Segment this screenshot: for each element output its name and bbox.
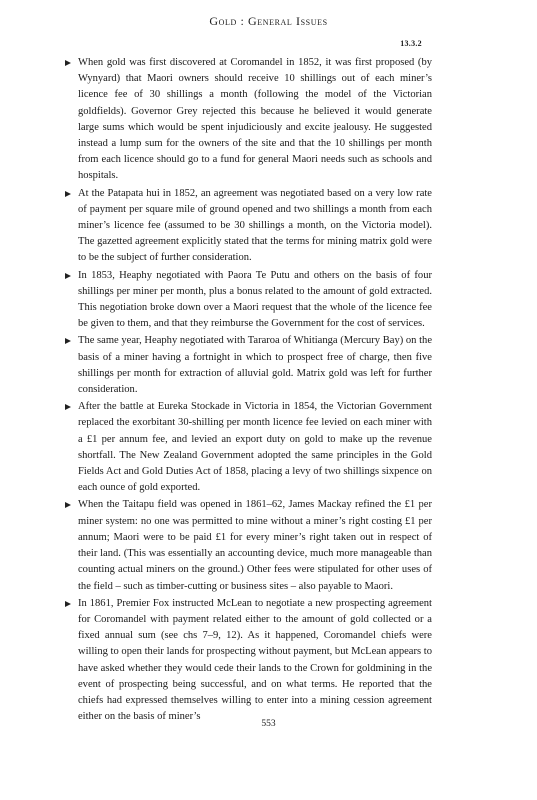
bullet-triangle-icon [65, 273, 71, 279]
bullet-triangle-icon [65, 502, 71, 508]
running-head [0, 14, 537, 29]
bullet-paragraph [78, 399, 432, 496]
bullet-paragraph [78, 268, 432, 333]
running-head-title: Gold : General Issues [209, 14, 328, 28]
bullet-paragraph [78, 55, 432, 185]
paragraph-text: In 1853, Heaphy negotiated with Paora Te Putu and others on the basis of four shillings per miner per month, plus a bonus related to the amount of gold extracted. This negotiation broke down over a Maori request that the whole of the licence fee be given to them, and that they reimburse the Government for the cost of services. [78, 269, 432, 330]
section-number: 13.3.2 [400, 39, 422, 48]
paragraph-text: The same year, Heaphy negotiated with Tararoa of Whitianga (Mercury Bay) on the basis of a miner having a fortnight in which to prospect free of charge, then five shillings per month for extraction of alluvial gold. Matrix gold was left for further consideration. [78, 335, 432, 396]
paragraph-text: After the battle at Eureka Stockade in Victoria in 1854, the Victorian Government replaced the exorbitant 30-shilling per month licence fee levied on each miner with a £1 per annum fee, and levied an export duty on gold to make up the revenue shortfall. The New Zealand Government adopted the same principles in the Gold Fields Act and Gold Duties Act of 1858, placing a levy of two shillings sixpence on each ounce of gold exported. [78, 401, 432, 494]
bullet-triangle-icon [65, 404, 71, 410]
bullet-triangle-icon [65, 191, 71, 197]
paragraph-text: When the Taitapu field was opened in 1861–62, James Mackay refined the £1 per miner system: no one was permitted to mine without a miner’s right costing £1 per annum; Maori were to be paid £1 for every miner’s right taken out in respect of their land. (This was essentially an accounting device, much more manageable than counting actual miners on the ground.) Other fees were stipulated for other uses of the field – such as timber-cutting or business sites – also payable to Maori. [78, 499, 432, 592]
body-text [78, 55, 432, 726]
bullet-paragraph [78, 497, 432, 594]
bullet-triangle-icon [65, 338, 71, 344]
paragraph-text: When gold was first discovered at Coromandel in 1852, it was first proposed (by Wynyard) that Maori owners should receive 10 shillings out of each miner’s licence fee of 30 shillings a month (following the model of the Victorian goldfields). Governor Grey rejected this because he believed it would generate large sums which would be spent injudiciously and excite jealousy. He suggested instead a lump sum for the owners of the site and that the 10 shillings per month from each licence should go to a fund for general Maori needs such as schools and hospitals. [78, 57, 432, 182]
bullet-paragraph [78, 333, 432, 398]
paragraph-text: In 1861, Premier Fox instructed McLean to negotiate a new prospecting agreement for Coromandel with payment related either to the amount of gold collected or a fixed annual sum (see chs 7–9, 12). As it happened, Coromandel chiefs were willing to open their lands for prospecting without payment, but McLean appears to have asked whether they would cede their lands to the Crown for goldmining in the event of prospecting being successful, and on what terms. He reported that the chiefs had expressed themselves willing to enter into a mining cession agreement either on the basis of miner’s [78, 597, 432, 723]
bullet-paragraph [78, 186, 432, 267]
paragraph-text: At the Patapata hui in 1852, an agreement was negotiated based on a very low rate of payment per square mile of ground opened and two shillings a month from each miner’s licence fee (assumed to be 30 shillings a month, on the Victoria model). The gazetted agreement explicitly stated that the terms for mining matrix gold were to be the subject of further consideration. [78, 187, 432, 264]
bullet-triangle-icon [65, 601, 71, 607]
bullet-triangle-icon [65, 60, 71, 66]
page-number: 553 [261, 719, 276, 729]
bullet-paragraph [78, 596, 432, 726]
